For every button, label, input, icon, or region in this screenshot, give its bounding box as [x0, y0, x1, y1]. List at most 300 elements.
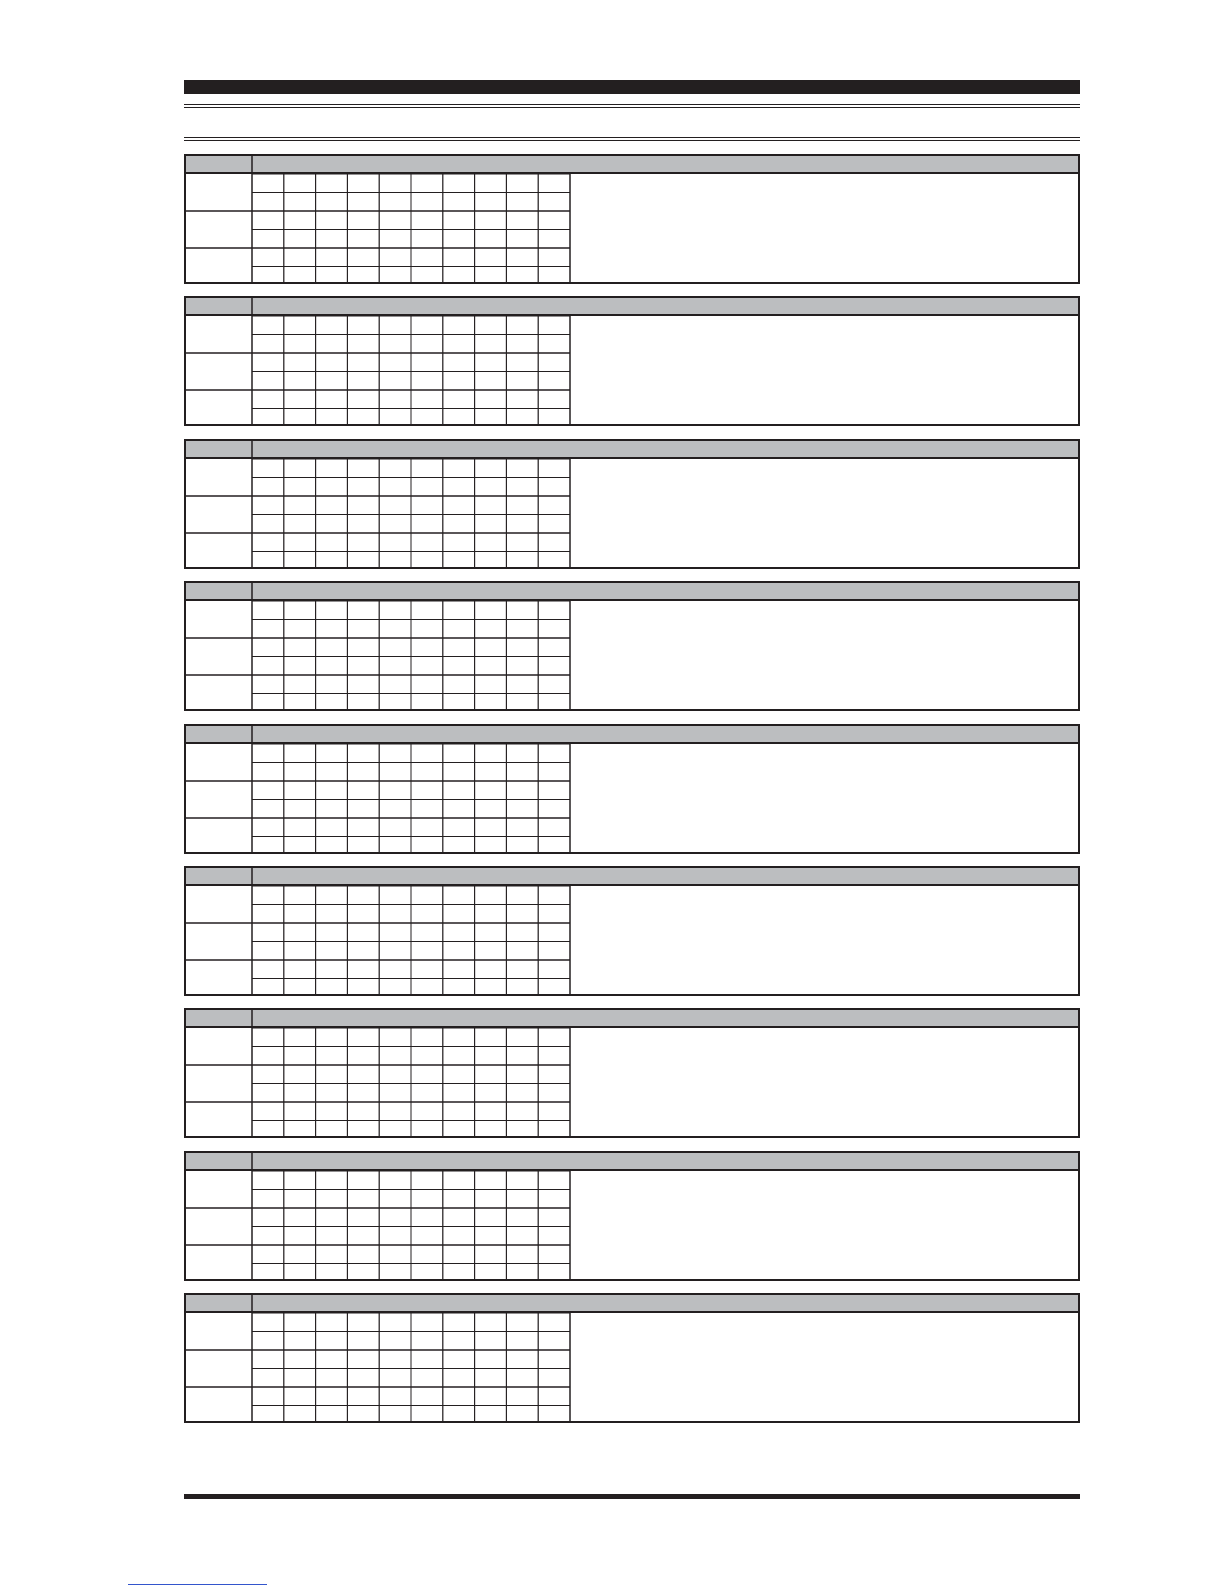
entry-cell [538, 409, 570, 425]
entry-cell [475, 1332, 507, 1351]
entry-cell [411, 837, 443, 853]
entry-cell [506, 390, 538, 409]
entry-cell [252, 744, 284, 763]
entry-cell [506, 1171, 538, 1190]
entry-cell [475, 960, 507, 979]
entry-cell [411, 960, 443, 979]
entry-cell [538, 353, 570, 372]
entry-cell [252, 694, 284, 710]
entry-cell [443, 923, 475, 942]
entry-cell [538, 533, 570, 552]
entry-cell [316, 960, 348, 979]
entry-cell [252, 638, 284, 657]
entry-cell [443, 1028, 475, 1047]
entry-cell [506, 267, 538, 283]
entry-cell [475, 316, 507, 335]
block-notes-area[interactable] [572, 1313, 1076, 1419]
entry-cell [284, 230, 316, 249]
entry-cell [252, 800, 284, 819]
entry-cell [252, 533, 284, 552]
entry-cell [379, 675, 411, 694]
block-notes-area[interactable] [572, 174, 1076, 280]
block-name-field[interactable] [254, 1154, 1074, 1169]
row-label [188, 961, 248, 977]
row-label [188, 602, 248, 618]
entry-cell [379, 174, 411, 193]
entry-cell [443, 1406, 475, 1422]
entry-cell [379, 1264, 411, 1280]
entry-cell [316, 409, 348, 425]
entry-cell [316, 694, 348, 710]
entry-cell [475, 601, 507, 620]
entry-cell [347, 960, 379, 979]
entry-cell [411, 1245, 443, 1264]
entry-cell [443, 552, 475, 568]
entry-cell [443, 657, 475, 676]
entry-cell [506, 248, 538, 267]
entry-cell [316, 515, 348, 534]
entry-cell [538, 1208, 570, 1227]
entry-cell [316, 1332, 348, 1351]
entry-cell [347, 390, 379, 409]
entry-cell [252, 923, 284, 942]
entry-cell [347, 923, 379, 942]
entry-cell [284, 1387, 316, 1406]
entry-cell [252, 211, 284, 230]
block-notes-area[interactable] [572, 744, 1076, 850]
entry-cell [475, 620, 507, 639]
entry-cell [316, 744, 348, 763]
memory-block [184, 1293, 1080, 1423]
entry-cell [506, 942, 538, 961]
entry-cell [316, 1047, 348, 1066]
entry-cell [538, 1121, 570, 1137]
entry-cell [284, 1190, 316, 1209]
bottom-bar [184, 1494, 1080, 1499]
entry-cell [506, 496, 538, 515]
entry-cell [379, 248, 411, 267]
entry-cell [475, 409, 507, 425]
entry-cell [316, 1190, 348, 1209]
entry-cell [252, 1171, 284, 1190]
entry-cell [316, 335, 348, 354]
entry-cell [411, 372, 443, 391]
entry-cell [252, 230, 284, 249]
entry-cell [316, 174, 348, 193]
entry-cell [475, 496, 507, 515]
entry-cell [475, 886, 507, 905]
entry-cell [538, 230, 570, 249]
entry-cell [411, 744, 443, 763]
entry-cell [379, 316, 411, 335]
block-name-field[interactable] [254, 299, 1074, 314]
entry-cell [411, 1406, 443, 1422]
entry-cell [411, 1227, 443, 1246]
entry-cell [347, 1102, 379, 1121]
entry-cell [252, 193, 284, 212]
entry-cell [316, 923, 348, 942]
entry-cell [443, 459, 475, 478]
entry-cell [316, 230, 348, 249]
entry-cell [347, 744, 379, 763]
memory-block [184, 154, 1080, 284]
entry-cell [411, 353, 443, 372]
entry-cell [252, 886, 284, 905]
entry-cell [284, 923, 316, 942]
entry-cell [379, 620, 411, 639]
entry-cell [475, 174, 507, 193]
entry-cell [379, 979, 411, 995]
entry-cell [443, 267, 475, 283]
entry-cell [379, 1406, 411, 1422]
entry-cell [316, 601, 348, 620]
block-notes-area[interactable] [572, 601, 1076, 707]
entry-cell [316, 552, 348, 568]
entry-cell [252, 409, 284, 425]
entry-cell [475, 744, 507, 763]
entry-cell [379, 657, 411, 676]
row-label [188, 1029, 248, 1045]
entry-cell [538, 923, 570, 942]
entry-cell [252, 316, 284, 335]
entry-cell [443, 744, 475, 763]
entry-cell [284, 1369, 316, 1388]
entry-cell [284, 886, 316, 905]
entry-cell [284, 1350, 316, 1369]
entry-cell [506, 1028, 538, 1047]
entry-cell [443, 960, 475, 979]
entry-cell [316, 620, 348, 639]
entry-cell [347, 1387, 379, 1406]
entry-cell [506, 409, 538, 425]
entry-cell [347, 657, 379, 676]
entry-cell [538, 744, 570, 763]
entry-cell [252, 174, 284, 193]
memory-block [184, 724, 1080, 854]
entry-cell [538, 1028, 570, 1047]
entry-cell [347, 1332, 379, 1351]
block-channel-label [188, 1296, 250, 1311]
entry-cell [284, 763, 316, 782]
entry-cell [538, 335, 570, 354]
entry-cell [506, 459, 538, 478]
entry-cell [347, 1028, 379, 1047]
block-name-field[interactable] [254, 157, 1074, 172]
entry-cell [475, 818, 507, 837]
entry-cell [411, 800, 443, 819]
entry-cell [538, 1350, 570, 1369]
entry-cell [284, 552, 316, 568]
row-label [188, 354, 248, 370]
entry-cell [316, 353, 348, 372]
entry-cell [252, 248, 284, 267]
entry-cell [379, 1171, 411, 1190]
entry-cell [379, 781, 411, 800]
entry-cell [284, 1406, 316, 1422]
block-channel-label [188, 442, 250, 457]
entry-cell [475, 1171, 507, 1190]
memory-block [184, 439, 1080, 569]
entry-cell [443, 390, 475, 409]
row-label [188, 175, 248, 191]
entry-cell [379, 1245, 411, 1264]
entry-cell [252, 905, 284, 924]
entry-cell [252, 478, 284, 497]
footer-link[interactable] [128, 1570, 267, 1585]
block-name-field[interactable] [254, 442, 1074, 457]
entry-cell [379, 1227, 411, 1246]
entry-cell [411, 942, 443, 961]
entry-cell [379, 230, 411, 249]
entry-cell [443, 372, 475, 391]
entry-cell [506, 694, 538, 710]
entry-cell [284, 1171, 316, 1190]
entry-cell [252, 1350, 284, 1369]
row-label [188, 676, 248, 692]
entry-cell [316, 1350, 348, 1369]
entry-cell [443, 478, 475, 497]
entry-cell [347, 193, 379, 212]
entry-cell [316, 942, 348, 961]
entry-cell [379, 1369, 411, 1388]
entry-cell [411, 923, 443, 942]
entry-cell [252, 1084, 284, 1103]
block-notes-area[interactable] [572, 316, 1076, 422]
entry-cell [443, 675, 475, 694]
entry-cell [284, 316, 316, 335]
row-label [188, 782, 248, 798]
entry-cell [347, 267, 379, 283]
entry-cell [443, 1190, 475, 1209]
entry-cell [475, 979, 507, 995]
entry-cell [347, 1313, 379, 1332]
entry-cell [347, 552, 379, 568]
entry-cell [379, 886, 411, 905]
entry-cell [252, 353, 284, 372]
entry-cell [506, 335, 538, 354]
entry-cell [538, 459, 570, 478]
entry-cell [284, 800, 316, 819]
entry-cell [506, 515, 538, 534]
row-label [188, 1351, 248, 1367]
entry-cell [538, 316, 570, 335]
entry-cell [411, 1171, 443, 1190]
entry-cell [411, 818, 443, 837]
entry-cell [316, 1084, 348, 1103]
entry-cell [506, 478, 538, 497]
entry-cell [506, 763, 538, 782]
entry-cell [252, 1369, 284, 1388]
entry-cell [411, 1369, 443, 1388]
entry-cell [411, 390, 443, 409]
memory-block [184, 296, 1080, 426]
entry-cell [347, 1369, 379, 1388]
block-channel-label [188, 157, 250, 172]
entry-cell [379, 1190, 411, 1209]
entry-cell [347, 372, 379, 391]
entry-cell [252, 818, 284, 837]
entry-cell [411, 781, 443, 800]
entry-cell [538, 979, 570, 995]
entry-cell [443, 1264, 475, 1280]
entry-cell [475, 1121, 507, 1137]
entry-cell [506, 781, 538, 800]
entry-cell [538, 1065, 570, 1084]
entry-cell [506, 1208, 538, 1227]
entry-cell [284, 1227, 316, 1246]
entry-cell [443, 353, 475, 372]
entry-cell [316, 800, 348, 819]
entry-cell [411, 1121, 443, 1137]
entry-cell [443, 1047, 475, 1066]
entry-cell [379, 1028, 411, 1047]
entry-cell [316, 1264, 348, 1280]
memory-block [184, 866, 1080, 996]
entry-cell [411, 193, 443, 212]
entry-cell [411, 533, 443, 552]
entry-cell [252, 657, 284, 676]
entry-cell [506, 620, 538, 639]
entry-cell [443, 886, 475, 905]
entry-cell [506, 353, 538, 372]
entry-cell [506, 1264, 538, 1280]
entry-cell [475, 459, 507, 478]
entry-cell [538, 1047, 570, 1066]
entry-cell [506, 1102, 538, 1121]
entry-cell [506, 1350, 538, 1369]
entry-cell [252, 1387, 284, 1406]
entry-cell [411, 1102, 443, 1121]
block-notes-area[interactable] [572, 1171, 1076, 1277]
entry-cell [538, 1264, 570, 1280]
entry-cell [538, 942, 570, 961]
block-notes-area[interactable] [572, 1028, 1076, 1134]
row-label [188, 1388, 248, 1404]
entry-cell [506, 657, 538, 676]
block-name-field[interactable] [254, 1011, 1074, 1026]
entry-cell [475, 353, 507, 372]
entry-cell [284, 1065, 316, 1084]
entry-cell [475, 1245, 507, 1264]
entry-cell [347, 620, 379, 639]
entry-cell [538, 174, 570, 193]
row-label [188, 497, 248, 513]
entry-cell [252, 942, 284, 961]
entry-cell [316, 390, 348, 409]
entry-cell [411, 601, 443, 620]
entry-cell [411, 267, 443, 283]
entry-cell [475, 1208, 507, 1227]
block-notes-area[interactable] [572, 459, 1076, 565]
entry-cell [316, 1171, 348, 1190]
entry-cell [538, 248, 570, 267]
entry-cell [379, 267, 411, 283]
row-label [188, 249, 248, 265]
block-name-field[interactable] [254, 1296, 1074, 1311]
entry-cell [411, 174, 443, 193]
entry-cell [538, 478, 570, 497]
entry-cell [538, 193, 570, 212]
entry-cell [475, 211, 507, 230]
entry-cell [443, 533, 475, 552]
entry-cell [284, 1028, 316, 1047]
entry-cell [284, 335, 316, 354]
entry-cell [379, 960, 411, 979]
row-label [188, 745, 248, 761]
entry-cell [284, 211, 316, 230]
entry-cell [538, 1190, 570, 1209]
entry-cell [475, 515, 507, 534]
entry-cell [506, 193, 538, 212]
entry-cell [506, 533, 538, 552]
entry-cell [347, 601, 379, 620]
block-notes-area[interactable] [572, 886, 1076, 992]
entry-cell [538, 1313, 570, 1332]
entry-cell [538, 1369, 570, 1388]
entry-cell [538, 1227, 570, 1246]
entry-cell [316, 818, 348, 837]
entry-cell [379, 1350, 411, 1369]
entry-cell [379, 837, 411, 853]
entry-cell [538, 960, 570, 979]
block-name-field[interactable] [254, 869, 1074, 884]
entry-cell [252, 1227, 284, 1246]
entry-cell [411, 1028, 443, 1047]
entry-cell [379, 211, 411, 230]
entry-cell [506, 1084, 538, 1103]
entry-cell [379, 1084, 411, 1103]
entry-cell [475, 372, 507, 391]
block-name-field[interactable] [254, 727, 1074, 742]
entry-cell [284, 638, 316, 657]
row-label [188, 212, 248, 228]
block-name-field[interactable] [254, 584, 1074, 599]
title-rule-2 [184, 140, 1080, 141]
entry-cell [284, 409, 316, 425]
entry-cell [475, 638, 507, 657]
entry-cell [443, 1387, 475, 1406]
entry-cell [443, 694, 475, 710]
entry-cell [411, 1332, 443, 1351]
entry-cell [284, 601, 316, 620]
entry-cell [411, 335, 443, 354]
entry-cell [538, 638, 570, 657]
entry-cell [316, 372, 348, 391]
entry-cell [316, 1369, 348, 1388]
entry-cell [316, 886, 348, 905]
entry-cell [379, 1047, 411, 1066]
entry-cell [538, 620, 570, 639]
entry-cell [443, 515, 475, 534]
entry-cell [538, 496, 570, 515]
row-label [188, 1103, 248, 1119]
entry-cell [506, 1313, 538, 1332]
entry-cell [316, 1227, 348, 1246]
row-label [188, 1246, 248, 1262]
entry-cell [347, 1084, 379, 1103]
entry-cell [411, 1350, 443, 1369]
entry-cell [443, 1313, 475, 1332]
entry-cell [252, 1332, 284, 1351]
entry-cell [443, 763, 475, 782]
entry-cell [411, 657, 443, 676]
entry-cell [411, 409, 443, 425]
entry-cell [379, 638, 411, 657]
memory-block [184, 1151, 1080, 1281]
entry-cell [538, 1332, 570, 1351]
entry-cell [506, 905, 538, 924]
entry-cell [411, 1084, 443, 1103]
